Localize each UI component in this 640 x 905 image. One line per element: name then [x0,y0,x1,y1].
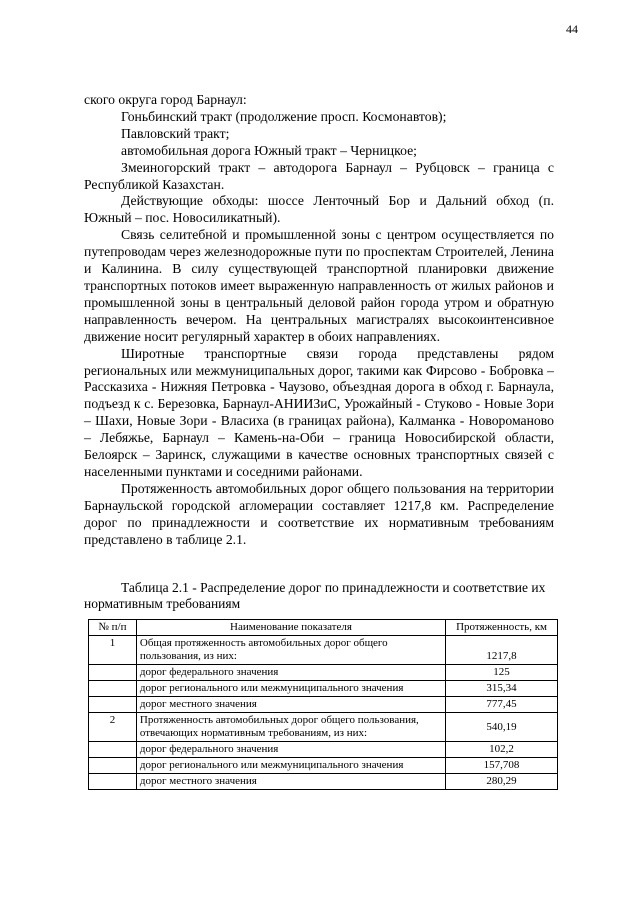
header-cell-number: № п/п [89,620,137,636]
table-row [89,742,558,758]
cell-name: дорог федерального значения [136,665,445,681]
cell-name: дорог федерального значения [136,742,445,758]
paragraph: Связь селитебной и промышленной зоны с центром осуществляется по путепроводам через железнодорожные пути по проспектам Строителей, Ленина и Калинина. В силу существующей транспортной планировки движение транспортных потоков имеет выраженную направленность от жилых районов и промышленной зоны в центральный деловой район города утром и обратную направленность вечером. На центральных магистралях высокоинтенсивное движение носит регулярный характер в обоих направлениях. [84,227,554,344]
cell-number [89,758,137,774]
cell-value: 1217,8 [446,636,558,665]
cell-value: 280,29 [446,774,558,790]
table-row [89,758,558,774]
table-row [89,774,558,790]
cell-name: дорог местного значения [136,774,445,790]
cell-number: 1 [89,636,137,665]
cell-name: дорог регионального или межмуниципального значения [136,681,445,697]
paragraph: Павловский тракт; [121,125,230,141]
roads-table [88,619,558,790]
cell-value: 102,2 [446,742,558,758]
table-row [89,665,558,681]
cell-number [89,665,137,681]
table-row [89,636,558,665]
cell-value: 315,34 [446,681,558,697]
paragraph: Широтные транспортные связи города представлены рядом региональных или межмуниципальных дорог, такими как Фирсово - Бобровка – Рассказиха - Нижняя Петровка - Чаузово, объездная дорога в обход г. Барнаула, подъезд к с. Березовка, Барнаул-АНИИЗиС, Урожайный - Стуково - Новые Зори – Шахи, Новые Зори - Власиха (в границах района), Калманка - Новороманово – Лебяжье, Барнаул – Камень-на-Оби – граница Новосибирской области, Белоярск – Заринск, служащими в качестве основных транспортных связей с населенными пунктами и соседними районами. [84,345,554,479]
table-row [89,697,558,713]
paragraph: Гоньбинский тракт (продолжение просп. Космонавтов); [121,108,447,124]
table-row [89,713,558,742]
cell-value: 540,19 [446,713,558,742]
paragraph: ского округа город Барнаул: [84,92,247,107]
cell-number: 2 [89,713,137,742]
cell-name: дорог местного значения [136,697,445,713]
body-text [84,92,554,548]
cell-value: 125 [446,665,558,681]
cell-number [89,774,137,790]
cell-value: 157,708 [446,758,558,774]
header-cell-name: Наименование показателя [136,620,445,636]
paragraph: Протяженность автомобильных дорог общего пользования на территории Барнаульской городской агломерации составляет 1217,8 км. Распределение дорог по принадлежности и соответствие их нормативным требованиям представлено в таблице 2.1. [84,480,554,547]
header-cell-length: Протяженность, км [446,620,558,636]
paragraph: Действующие обходы: шоссе Ленточный Бор и Дальний обход (п. Южный – пос. Новосиликатный). [84,193,554,226]
table-row [89,681,558,697]
cell-name: Протяженность автомобильных дорог общего пользования, отвечающих нормативным требованиям, из них: [136,713,445,742]
cell-value: 777,45 [446,697,558,713]
cell-name: Общая протяженность автомобильных дорог общего пользования, из них: [136,636,445,665]
page-number: 44 [566,22,578,36]
cell-number [89,681,137,697]
cell-name: дорог регионального или межмуниципального значения [136,758,445,774]
cell-number [89,742,137,758]
paragraph: Змеиногорский тракт – автодорога Барнаул – Рубцовск – граница с Республикой Казахстан. [84,159,554,192]
table-header-row [89,620,558,636]
table-caption [84,580,558,611]
cell-number [89,697,137,713]
paragraph: автомобильная дорога Южный тракт – Черницкое; [121,142,417,158]
table-caption-text: Таблица 2.1 - Распределение дорог по принадлежности и соответствие их нормативным требованиям [84,580,546,611]
